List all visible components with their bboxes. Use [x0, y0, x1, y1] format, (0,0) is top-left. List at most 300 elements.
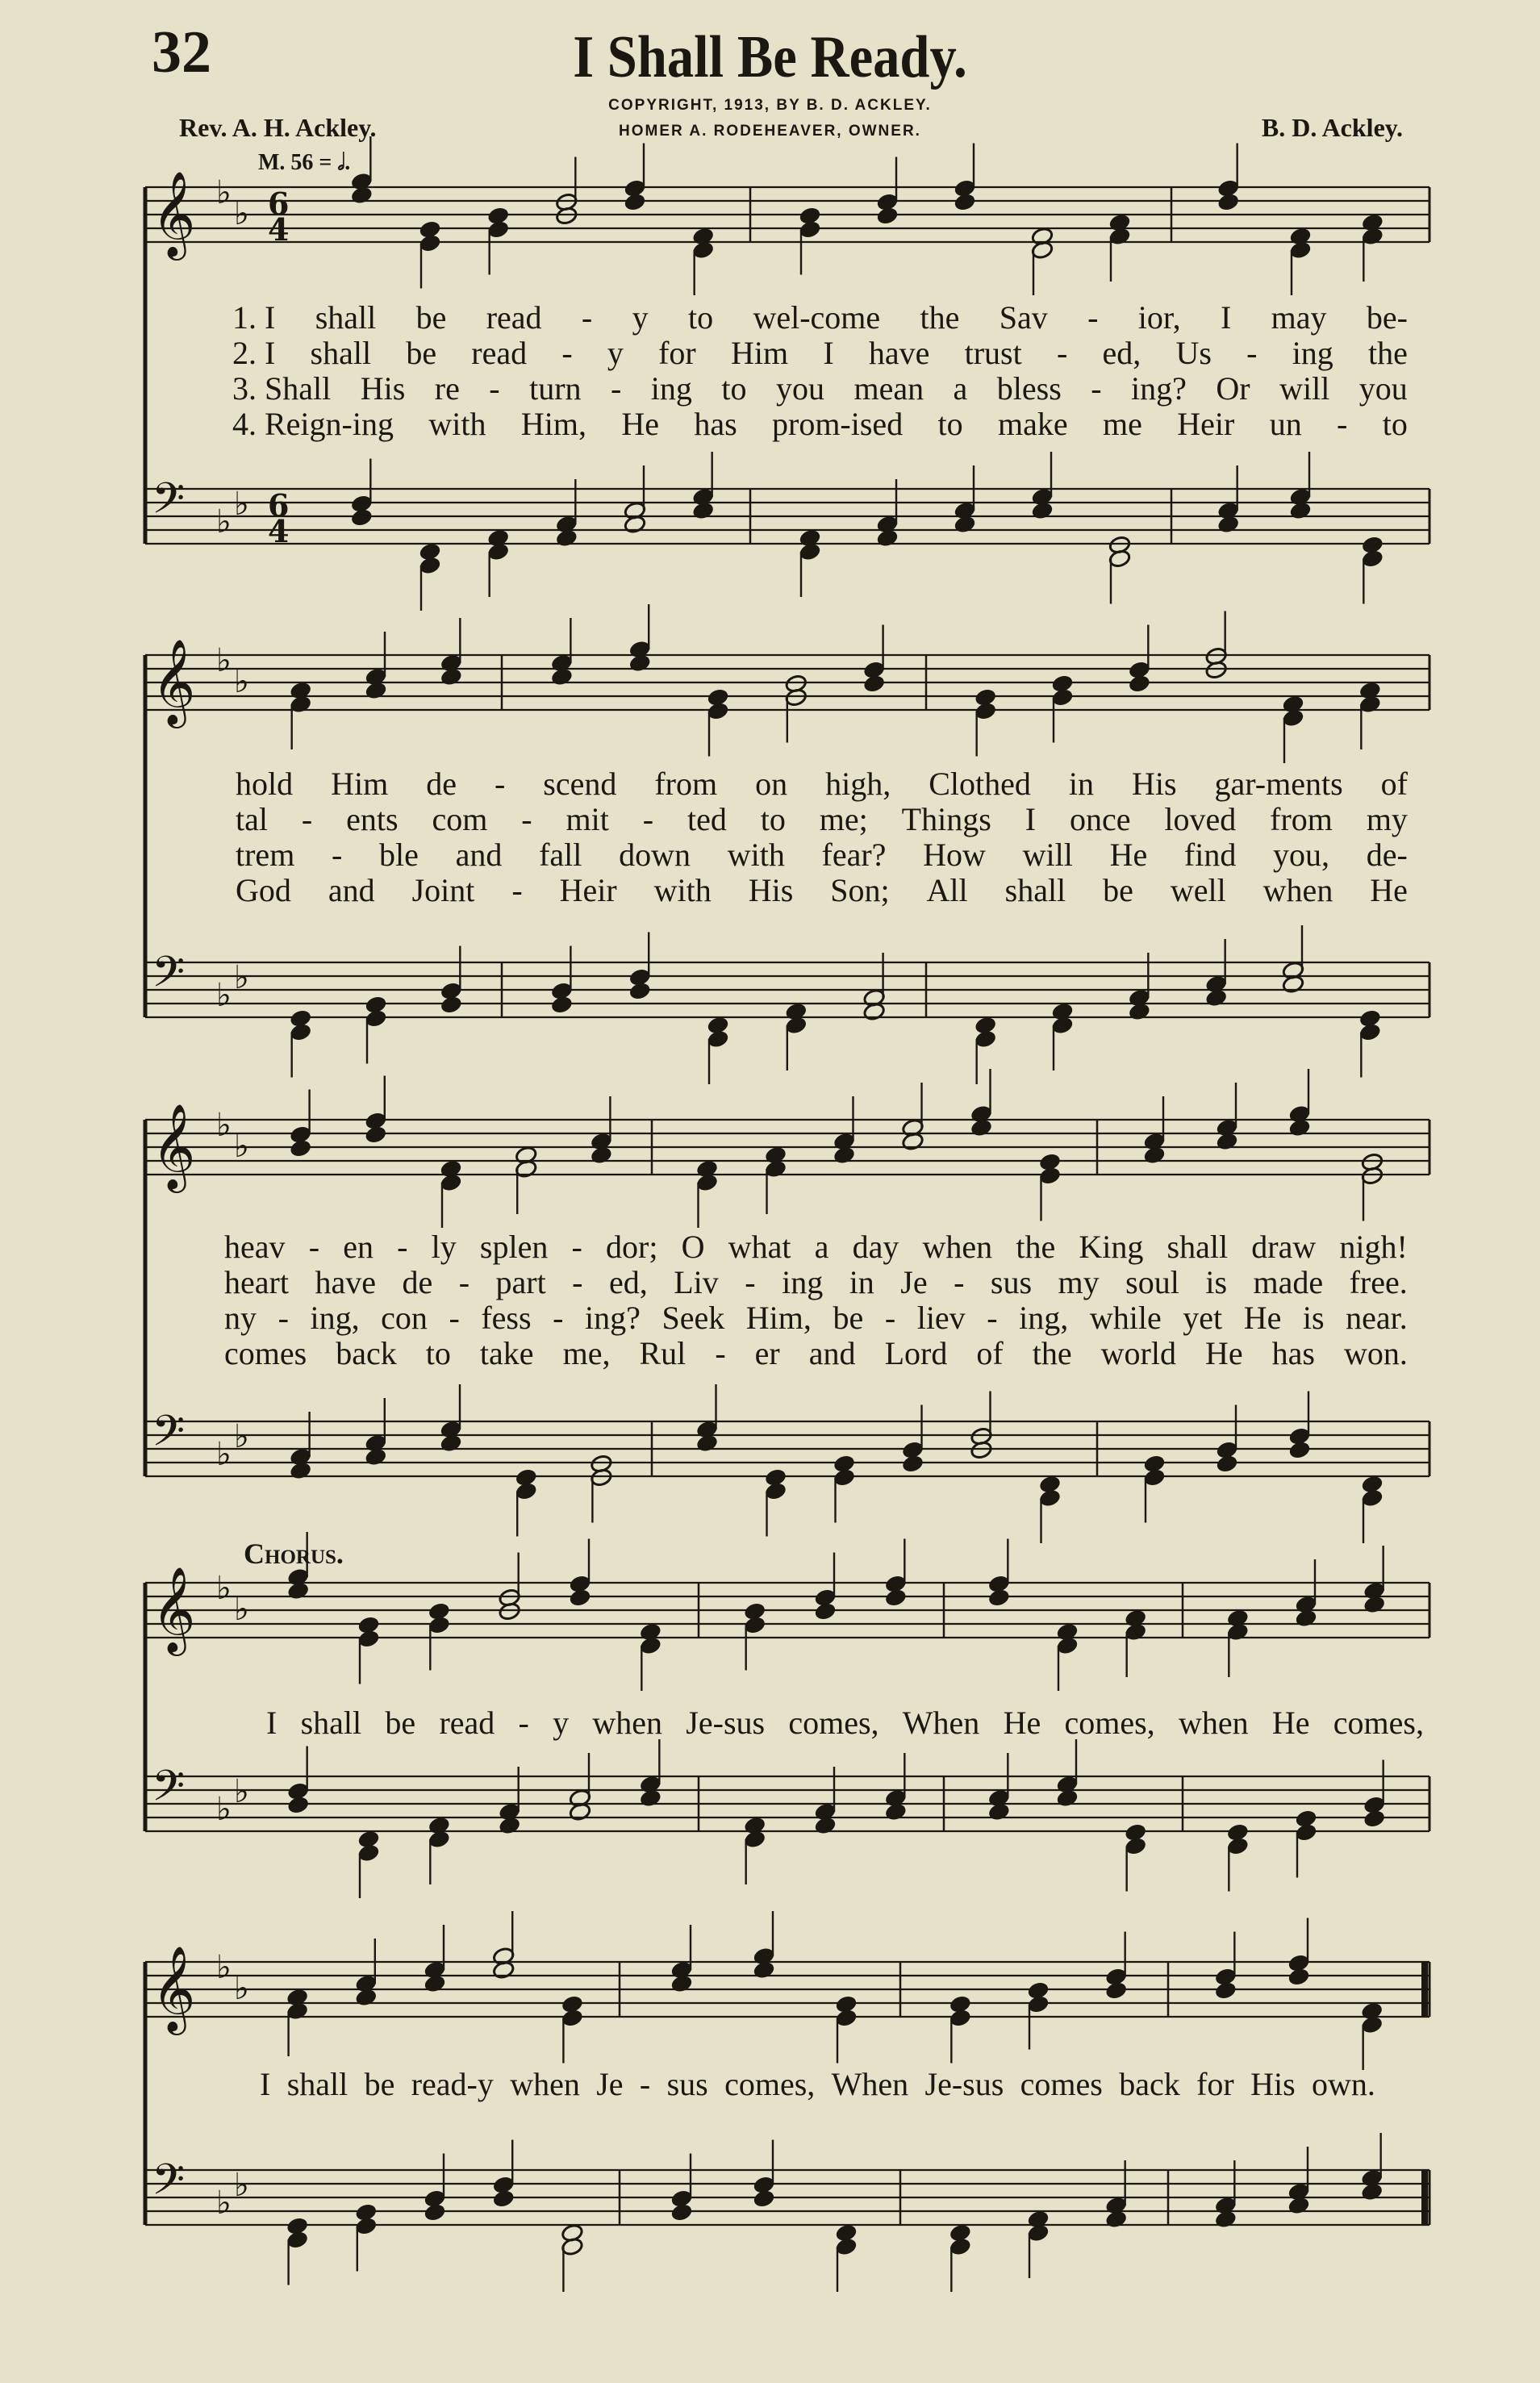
quarter-note	[1363, 1595, 1385, 1614]
lyric-syllable: -	[449, 1300, 460, 1336]
lyric-syllable: is	[1302, 1300, 1325, 1336]
lyric-syllable: of	[976, 1335, 1004, 1371]
lyric-syllable: Him	[331, 766, 389, 802]
lyric-syllable: Heir	[1177, 406, 1235, 442]
quarter-note	[492, 2189, 515, 2208]
quarter-note	[1288, 1440, 1311, 1459]
lyric-syllable: Us	[1175, 335, 1212, 371]
hymn-number: 32	[152, 19, 211, 86]
quarter-note	[954, 192, 976, 211]
lyric-syllable: I	[823, 335, 834, 371]
lyric-syllable: in	[849, 1264, 874, 1300]
half-note	[1204, 660, 1227, 679]
lyric-syllable: of	[1380, 766, 1408, 802]
lyric-syllable: day	[852, 1229, 899, 1265]
quarter-note	[550, 667, 573, 687]
lyric-syllable: with	[428, 406, 486, 442]
lyric-syllable: Liv	[674, 1264, 719, 1300]
lyric-syllable: with	[653, 872, 712, 908]
quarter-note	[876, 528, 899, 548]
lyric-syllable: has	[694, 406, 737, 442]
lyric-syllable: ing	[650, 370, 692, 407]
flat-sign-icon: ♭	[234, 959, 249, 996]
lyric-syllable: down	[619, 837, 691, 873]
quarter-note	[691, 501, 714, 520]
quarter-note	[876, 206, 899, 225]
flat-sign-icon: ♭	[234, 486, 249, 523]
quarter-note	[814, 1601, 837, 1621]
treble-clef-icon: 𝄞	[152, 1103, 196, 1189]
lyric-syllable: gar-ments	[1214, 766, 1343, 802]
quarter-note	[569, 1588, 591, 1607]
treble-clef-icon: 𝄞	[152, 1945, 196, 2031]
lyric-syllable: -	[987, 1300, 998, 1336]
time-signature-top: 6	[268, 186, 290, 222]
lyric-syllable: once	[1069, 801, 1131, 837]
verse-3-line	[232, 370, 1408, 407]
quarter-note	[1216, 1454, 1238, 1473]
lyric-syllable: ing,	[1019, 1300, 1069, 1336]
time-signature-bottom: 4	[268, 513, 290, 549]
quarter-note	[424, 1974, 446, 1993]
quarter-note	[1360, 2182, 1383, 2201]
lyric-syllable: When	[902, 1705, 980, 1741]
lyric-syllable: -	[1246, 335, 1258, 371]
quarter-note	[550, 995, 573, 1014]
lyric-syllable: 2. I	[232, 335, 276, 371]
lyric-syllable: -	[639, 2066, 651, 2102]
lyric-syllable: has	[1271, 1335, 1315, 1371]
quarter-note	[1128, 1002, 1150, 1021]
verse-3-line	[236, 839, 1408, 871]
lyric-syllable: when	[1262, 872, 1333, 908]
lyric-syllable: in	[1068, 766, 1094, 802]
lyric-syllable: -	[611, 370, 622, 407]
lyric-syllable: Seek	[661, 1300, 725, 1336]
lyric-syllable: ing	[1292, 335, 1333, 371]
flat-sign-icon: ♭	[216, 642, 232, 679]
lyric-syllable: be	[1103, 872, 1133, 908]
quarter-note	[289, 1461, 311, 1480]
lyric-syllable: a	[953, 370, 968, 407]
lyric-syllable: free.	[1349, 1264, 1408, 1300]
lyric-syllable: ny	[224, 1300, 257, 1336]
lyric-syllable: you	[775, 370, 824, 407]
lyricist: Rev. A. H. Ackley.	[179, 113, 377, 142]
quarter-note	[639, 1788, 661, 1808]
lyric-syllable: -	[458, 1264, 470, 1300]
lyric-syllable: when	[922, 1229, 993, 1265]
time-signature-bottom: 4	[268, 211, 290, 248]
half-note	[498, 1601, 520, 1621]
lyric-syllable: -	[1056, 335, 1068, 371]
lyric-syllable: er	[754, 1335, 780, 1371]
lyric-syllable: heav	[224, 1229, 286, 1265]
lyric-syllable: shall	[310, 335, 372, 371]
bass-clef-icon: 𝄢	[152, 1407, 186, 1467]
lyric-syllable: -	[301, 801, 313, 837]
lyric-syllable: ior,	[1137, 299, 1181, 336]
lyric-syllable: ing	[782, 1264, 824, 1300]
quarter-note	[753, 2189, 775, 2208]
quarter-note	[350, 507, 373, 527]
lyric-syllable: un	[1269, 406, 1302, 442]
quarter-note	[1217, 192, 1239, 211]
lyric-syllable: from	[1270, 801, 1333, 837]
lyric-syllable: to	[687, 299, 714, 336]
dotted-half-note-icon: 𝅗𝅥.	[337, 150, 351, 175]
lyric-syllable: -	[518, 1705, 529, 1741]
half-note	[1282, 974, 1304, 994]
quarter-note	[1204, 988, 1227, 1008]
lyric-syllable: turn	[529, 370, 582, 407]
lyric-syllable: Je	[596, 2066, 624, 2102]
lyric-syllable: on	[755, 766, 788, 802]
lyric-syllable: Him,	[520, 406, 586, 442]
lyric-syllable: fall	[539, 837, 582, 873]
lyric-syllable: I	[1220, 299, 1232, 336]
bass-clef-icon: 𝄢	[152, 1762, 186, 1822]
lyric-syllable: read	[471, 335, 528, 371]
treble-clef-icon: 𝄞	[152, 170, 196, 257]
quarter-note	[670, 1974, 693, 1993]
flat-sign-icon: ♭	[234, 195, 249, 232]
lyric-syllable: will	[1022, 837, 1073, 873]
lyric-syllable: bless	[996, 370, 1062, 407]
lyric-syllable: Je-sus	[924, 2066, 1004, 2102]
quarter-note	[1104, 2210, 1127, 2229]
lyric-syllable: All	[926, 872, 968, 908]
lyric-syllable: be	[833, 1300, 864, 1336]
quarter-note	[1288, 1967, 1310, 1986]
lyric-syllable: to	[1382, 406, 1408, 442]
lyric-syllable: shall	[1004, 872, 1066, 908]
lyric-syllable: His	[1250, 2066, 1296, 2102]
verse-1-line	[224, 1231, 1408, 1263]
lyric-syllable: be-	[1366, 299, 1408, 336]
lyric-syllable: His	[360, 370, 406, 407]
lyric-syllable: when	[510, 2066, 580, 2102]
quarter-note	[424, 2202, 446, 2222]
lyric-syllable: He	[1003, 1705, 1041, 1741]
lyric-syllable: heart	[224, 1264, 289, 1300]
lyric-syllable: fear?	[821, 837, 887, 873]
lyric-syllable: ed,	[608, 1264, 648, 1300]
flat-sign-icon: ♭	[216, 977, 232, 1014]
quarter-note	[1288, 1118, 1311, 1137]
lyric-syllable: my	[1366, 801, 1408, 837]
lyric-syllable: hold	[236, 766, 294, 802]
verse-2-line	[236, 803, 1408, 836]
lyric-syllable: I	[1025, 801, 1037, 837]
quarter-note	[862, 674, 885, 693]
verse-1-line	[236, 768, 1408, 800]
lyric-syllable: find	[1183, 837, 1237, 873]
quarter-note	[670, 2202, 693, 2222]
quarter-note	[498, 1816, 520, 1835]
flat-sign-icon: ♭	[216, 1570, 232, 1607]
lyric-syllable: -	[494, 766, 506, 802]
lyric-syllable: and	[328, 872, 375, 908]
lyric-syllable: to	[937, 406, 963, 442]
quarter-note	[355, 1988, 378, 2007]
lyric-syllable: is	[1205, 1264, 1228, 1300]
lyric-syllable: won.	[1344, 1335, 1408, 1371]
quarter-note	[289, 1138, 311, 1158]
lyric-syllable: He	[621, 406, 659, 442]
lyric-syllable: and	[808, 1335, 856, 1371]
lyric-syllable: -	[489, 370, 500, 407]
lyric-syllable: -	[553, 1300, 564, 1336]
lyric-syllable: the	[1032, 1335, 1072, 1371]
quarter-note	[1217, 515, 1239, 534]
verse-4-line	[232, 408, 1408, 440]
half-note	[492, 1960, 515, 1980]
lyric-syllable: ly	[431, 1229, 457, 1265]
lyric-syllable: -	[1091, 370, 1102, 407]
lyric-syllable: -	[561, 335, 573, 371]
lyric-syllable: part	[495, 1264, 546, 1300]
lyric-syllable: Him	[730, 335, 789, 371]
lyric-syllable: make	[998, 406, 1068, 442]
lyric-syllable: Sav	[999, 299, 1048, 336]
lyric-syllable: splen	[479, 1229, 549, 1265]
lyric-syllable: the	[920, 299, 960, 336]
lyric-syllable: -	[332, 837, 343, 873]
lyric-syllable: y	[607, 335, 624, 371]
treble-clef-icon: 𝄞	[152, 1566, 196, 1652]
lyric-syllable: -	[1337, 406, 1348, 442]
lyric-syllable: -	[1087, 299, 1099, 336]
lyric-syllable: be	[415, 299, 447, 336]
lyric-syllable: Je	[900, 1264, 928, 1300]
lyric-syllable: my	[1058, 1264, 1100, 1300]
lyric-syllable: con	[381, 1300, 428, 1336]
lyric-syllable: to	[760, 801, 786, 837]
lyric-syllable: the	[1016, 1229, 1056, 1265]
lyric-syllable: comes	[224, 1335, 307, 1371]
lyric-syllable: -	[715, 1335, 726, 1371]
quarter-note	[365, 1125, 387, 1144]
lyric-syllable: re	[434, 370, 460, 407]
lyric-syllable: to	[721, 370, 747, 407]
lyric-syllable: shall	[315, 299, 377, 336]
lyric-syllable: ed,	[1102, 335, 1141, 371]
lyric-syllable: wel-come	[753, 299, 881, 336]
lyric-syllable: a	[814, 1229, 829, 1265]
quarter-note	[286, 1581, 309, 1600]
lyric-syllable: His	[748, 872, 794, 908]
quarter-note	[1214, 2210, 1237, 2229]
lyric-syllable: Or	[1216, 370, 1250, 407]
lyric-syllable: He	[1243, 1300, 1282, 1336]
quarter-note	[753, 1960, 775, 1980]
quarter-note	[1363, 1809, 1385, 1828]
lyric-syllable: com	[432, 801, 488, 837]
quarter-note	[365, 1447, 387, 1467]
quarter-note	[954, 515, 976, 534]
half-note	[555, 206, 578, 225]
lyric-syllable: from	[654, 766, 718, 802]
lyric-syllable: 1. I	[232, 299, 276, 336]
lyric-syllable: y	[632, 299, 649, 336]
lyric-syllable: Joint	[411, 872, 475, 908]
lyric-syllable: He	[1109, 837, 1148, 873]
copyright-line: COPYRIGHT, 1913, BY B. D. ACKLEY.	[608, 97, 932, 114]
lyric-syllable: comes	[1020, 2066, 1103, 2102]
lyric-syllable: -	[308, 1229, 320, 1265]
bass-clef-icon: 𝄢	[152, 948, 186, 1008]
lyric-syllable: de-	[1366, 837, 1408, 873]
flat-sign-icon: ♭	[234, 2167, 249, 2204]
quarter-note	[440, 667, 462, 687]
quarter-note	[833, 1146, 855, 1165]
quarter-note	[814, 1816, 837, 1835]
lyric-syllable: -	[745, 1264, 756, 1300]
verse-1-line	[232, 299, 1408, 336]
bass-clef-icon: 𝄢	[152, 474, 186, 534]
lyric-syllable: have	[868, 335, 930, 371]
lyric-syllable: me	[1103, 406, 1142, 442]
lyric-syllable: ing?	[585, 1300, 641, 1336]
half-note	[970, 1440, 992, 1459]
flat-sign-icon: ♭	[216, 174, 232, 211]
lyric-syllable: -	[884, 1300, 896, 1336]
lyric-syllable: yet	[1183, 1300, 1223, 1336]
lyric-syllable: He	[1271, 1705, 1310, 1741]
lyric-syllable: -	[581, 299, 593, 336]
lyric-syllable: take	[479, 1335, 534, 1371]
flat-sign-icon: ♭	[216, 503, 232, 540]
verse-4-line	[224, 1335, 1408, 1371]
flat-sign-icon: ♭	[234, 1418, 249, 1455]
lyric-syllable: When	[831, 2066, 909, 2102]
chorus-line-1	[266, 1707, 1424, 1739]
lyric-syllable: -	[572, 1264, 583, 1300]
final-barline	[1421, 1962, 1428, 2017]
lyric-syllable: sus	[990, 1264, 1033, 1300]
lyric-syllable: Clothed	[929, 766, 1031, 802]
quarter-note	[286, 1795, 309, 1814]
lyric-syllable: world	[1100, 1335, 1176, 1371]
quarter-note	[365, 681, 387, 700]
half-note	[862, 1002, 885, 1021]
lyric-syllable: ted	[687, 801, 727, 837]
quarter-note	[1128, 674, 1150, 693]
quarter-note	[987, 1588, 1010, 1607]
quarter-note	[1289, 501, 1312, 520]
quarter-note	[440, 995, 462, 1014]
lyric-syllable: with	[727, 837, 785, 873]
lyric-syllable: Him,	[745, 1300, 812, 1336]
lyric-syllable: sus	[666, 2066, 708, 2102]
lyric-syllable: I	[266, 1705, 278, 1741]
lyric-syllable: be	[406, 335, 437, 371]
lyric-syllable: liev	[916, 1300, 966, 1336]
lyric-syllable: have	[315, 1264, 376, 1300]
quarter-note	[440, 1434, 462, 1453]
flat-sign-icon: ♭	[234, 1591, 249, 1628]
lyric-syllable: -	[642, 801, 654, 837]
chorus-line-2	[260, 2068, 1375, 2101]
lyric-syllable: me,	[562, 1335, 611, 1371]
lyric-syllable: may	[1271, 299, 1327, 336]
lyric-syllable: de	[426, 766, 457, 802]
lyric-syllable: He	[1370, 872, 1408, 908]
lyric-syllable: prom-ised	[772, 406, 904, 442]
lyric-syllable: ing,	[310, 1300, 360, 1336]
flat-sign-icon: ♭	[216, 1791, 232, 1828]
half-note	[624, 515, 646, 534]
lyric-syllable: 3. Shall	[232, 370, 332, 407]
lyric-syllable: made	[1253, 1264, 1324, 1300]
lyric-syllable: Je-sus	[686, 1705, 766, 1741]
lyric-syllable: tal	[236, 801, 268, 837]
lyric-syllable: for	[1196, 2066, 1234, 2102]
lyric-syllable: you,	[1273, 837, 1330, 873]
quarter-note	[350, 186, 373, 205]
lyric-syllable: 4. Reign-ing	[232, 406, 394, 442]
quarter-note	[884, 1802, 907, 1822]
lyric-syllable: -	[521, 801, 532, 837]
lyric-syllable: to	[425, 1335, 451, 1371]
lyric-syllable: you	[1358, 370, 1408, 407]
lyric-syllable: -	[397, 1229, 408, 1265]
lyric-syllable: comes,	[788, 1705, 879, 1741]
lyric-syllable: read	[439, 1705, 495, 1741]
time-signature-top: 6	[268, 487, 290, 524]
lyric-syllable: be	[385, 1705, 416, 1741]
hymn-title: I Shall Be Ready.	[573, 24, 967, 90]
quarter-note	[628, 653, 651, 673]
verse-2-line	[224, 1264, 1408, 1300]
lyric-syllable: for	[658, 335, 696, 371]
flat-sign-icon: ♭	[234, 1773, 249, 1810]
chorus-label: Chorus.	[244, 1538, 344, 1570]
verse-2-line	[232, 337, 1408, 369]
lyric-syllable: soul	[1125, 1264, 1179, 1300]
lyric-syllable: comes,	[1333, 1705, 1424, 1741]
lyric-syllable: Rul	[639, 1335, 687, 1371]
half-note	[901, 1132, 924, 1151]
lyric-syllable: How	[923, 837, 986, 873]
lyric-syllable: while	[1089, 1300, 1162, 1336]
lyric-syllable: draw	[1251, 1229, 1317, 1265]
lyric-syllable: nigh!	[1339, 1229, 1408, 1265]
lyric-syllable: back	[336, 1335, 397, 1371]
quarter-note	[624, 192, 646, 211]
lyric-syllable: shall	[300, 1705, 362, 1741]
lyric-syllable: I	[260, 2066, 271, 2102]
lyric-syllable: mean	[853, 370, 924, 407]
treble-clef-icon: 𝄞	[152, 638, 196, 724]
lyric-syllable: read-y	[411, 2066, 494, 2102]
flat-sign-icon: ♭	[216, 1107, 232, 1144]
quarter-note	[987, 1802, 1010, 1822]
lyric-syllable: King	[1079, 1229, 1144, 1265]
lyric-syllable: shall	[286, 2066, 348, 2102]
lyric-syllable: de	[402, 1264, 433, 1300]
quarter-note	[555, 528, 578, 548]
lyric-syllable: He	[1205, 1335, 1243, 1371]
lyric-syllable: trem	[236, 837, 295, 873]
lyric-syllable: ing?	[1131, 370, 1187, 407]
lyric-syllable: mit	[566, 801, 609, 837]
quarter-note	[1056, 1788, 1079, 1808]
quarter-note	[1295, 1609, 1317, 1628]
quarter-note	[1031, 501, 1054, 520]
lyric-syllable: -	[278, 1300, 289, 1336]
